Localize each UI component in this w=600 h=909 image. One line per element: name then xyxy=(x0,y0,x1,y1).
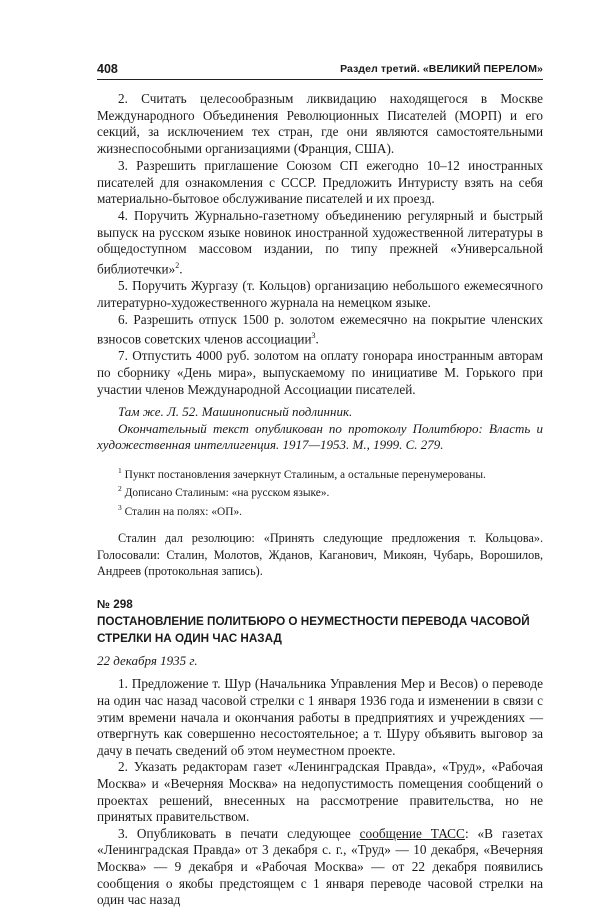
archive-reference: Там же. Л. 52. Машинописный подлинник. xyxy=(118,404,353,420)
point-5: 5. Поручить Жургазу (т. Кольцов) организацию небольшого ежемесячного литературно-художественного журнала на немецком языке. xyxy=(97,278,543,310)
publication-reference: Окончательный текст опубликован по протоколу Политбюро: Власть и художественная интеллигенция. 1917—1953. М., 1999. С. 279. xyxy=(97,420,543,453)
document-title: ПОСТАНОВЛЕНИЕ ПОЛИТБЮРО О НЕУМЕСТНОСТИ ПЕРЕВОДА ЧАСОВОЙ СТРЕЛКИ НА ОДИН ЧАС НАЗАД xyxy=(97,614,530,645)
point-2: 2. Считать целесообразным ликвидацию находящегося в Москве Международного Объединения Революционных Писателей (МОРП) и его секций, за исключением тех стран, где они являются самостоятельными жизнеспособными организациями (Франция, США). xyxy=(97,91,543,157)
document-298 xyxy=(97,597,543,909)
resolution-note: Сталин дал резолюцию: «Принять следующие предложения т. Кольцова». Голосовали: Сталин, Молотов, Жданов, Каганович, Микоян, Чубарь, Ворошилов, Андреев (протокольная запись). xyxy=(97,531,543,578)
doc-paragraph-1: 1. Предложение т. Шур (Начальника Управления Мер и Весов) о переводе на один час назад часовой стрелки с 1 января 1936 года и изменении в связи с этим времени начала и окончания работы в предприятиях и учреждениях — отвергнуть как совершенно несостоятельное; а т. Шуру объявить выговор за дачу в печать сведений об этом неуместном проекте. xyxy=(97,676,543,758)
header-rule xyxy=(97,79,543,80)
tass-message-link: сообщение ТАСС xyxy=(359,825,465,841)
footnote-ref-3: 3 xyxy=(311,331,316,341)
document-number: № 298 xyxy=(97,598,133,612)
footnote-ref-2: 2 xyxy=(175,261,180,271)
running-title: Раздел третий. «ВЕЛИКИЙ ПЕРЕЛОМ» xyxy=(340,63,543,75)
resolution-points xyxy=(97,91,543,398)
footnote-1: $^1$ Пункт постановления зачеркнут Сталиным, а остальные перенумерованы. xyxy=(118,465,486,481)
footnotes xyxy=(97,464,543,520)
point-4: 4. Поручить Журнально-газетному объединению регулярный и быстрый выпуск на русском языке новинок иностранной художественной литературы в общедоступном массовом издании, по типу прежней «Универсальной библиотечки»$^2$. xyxy=(97,207,543,277)
point-3: 3. Разрешить приглашение Союзом СП ежегодно 10–12 иностранных писателей для ознакомления с СССР. Предложить Интуристу взять на себя материально-бытовое обслуживание писателей и их проезд. xyxy=(97,157,543,207)
point-4-text: 4. Поручить Журнально-газетному объединению регулярный и быстрый выпуск на русском языке новинок иностранной художественной литературы в общедоступном массовом издании, по типу прежней «Универсальной библиотечки» xyxy=(97,207,543,277)
point-7: 7. Отпустить 4000 руб. золотом на оплату гонорара иностранным авторам по сборнику «День мира», выпускаемому по инициативе М. Горького при участии членов Международной Ассоциации писателей. xyxy=(97,348,543,397)
page-body xyxy=(97,91,543,909)
page-header xyxy=(0,62,600,78)
doc-paragraph-2: 2. Указать редакторам газет «Ленинградская Правда», «Труд», «Рабочая Москва» и «Вечерняя Москва» на недопустимость помещения сообщений о проектах решений, внесенных на рассмотрение правительства, но не принятых правительством. xyxy=(97,759,543,825)
footnote-2: $^2$ Дописано Сталиным: «на русском языке». xyxy=(118,484,330,500)
point-6: 6. Разрешить отпуск 1500 р. золотом ежемесячно на покрытие членских взносов советских членов ассоциации$^3$. xyxy=(97,311,543,347)
page-number: 408 xyxy=(97,62,118,76)
document-date: 22 декабря 1935 г. xyxy=(97,653,198,669)
source-note xyxy=(97,404,543,453)
doc-paragraph-3: 3. Опубликовать в печати следующее сообщение ТАСС: «В газетах «Ленинградская Правда» от 3 декабря с. г., «Труд» — 10 декабря, «Вечерняя Москва» — 9 декабря и «Рабочая Москва» — от 22 декабря появились сообщения о якобы предстоящем с 1 января переводе часовой стрелки на один час назад xyxy=(97,825,543,908)
footnote-3: $^3$ Сталин на полях: «ОП». xyxy=(118,502,243,518)
point-6-text: 6. Разрешить отпуск 1500 р. золотом ежемесячно на покрытие членских взносов советских членов ассоциации xyxy=(97,311,543,347)
